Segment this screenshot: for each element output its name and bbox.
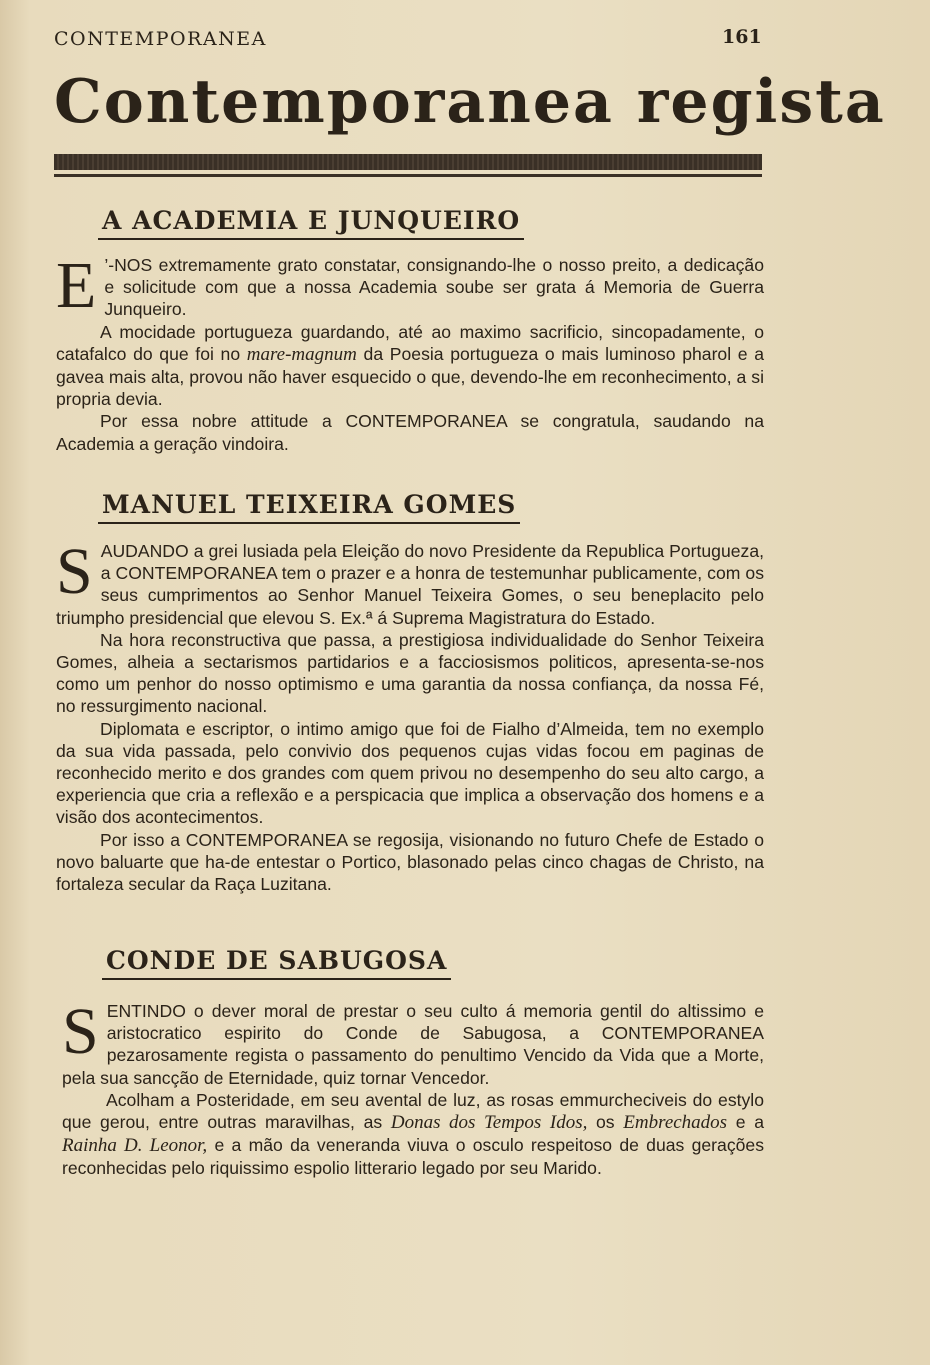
paragraph: E ’-NOS extremamente grato constatar, consignando-lhe o nosso preito, a dedicação e solicitude com que a nossa Academia soube ser grata á Memoria de Guerra Junqueiro. — [56, 249, 764, 322]
paragraph: Por isso a CONTEMPORANEA se regosija, visionando no futuro Chefe de Estado o novo baluarte que ha-de entestar o Portico, blasonado pelas cinco chagas de Christo, na fortaleza secular da Raça Luzitana. — [56, 829, 764, 895]
drop-cap: S — [56, 535, 93, 608]
paragraph: SENTINDO o dever moral de prestar o seu culto á memoria gentil do altissimo e aristocratico espirito do Conde de Sabugosa, a CONTEMPORANEA pezarosamente regista o passamento do penultimo Vencido da Vida que a Morte, pela sua sancção de Eternidade, quiz tornar Vencedor. — [62, 995, 764, 1088]
paragraph: A mocidade portugueza guardando, até ao maximo sacrificio, sincopadamente, o catafalco do que foi no mare-magnum da Poesia portugueza o mais luminoso pharol e a gavea mais alta, provou não haver esquecido o que, devendo-lhe em reconhecimento, a si propria devia. — [56, 321, 764, 410]
paragraph: Na hora reconstructiva que passa, a prestigiosa individualidade do Senhor Teixeira Gomes, alheia a sectarismos partidarios e a facciosismos politicos, apresenta-se-nos como um penhor do nosso optimismo e uma garantia da nossa confiança, da nossa Fé, no ressurgimento nacional. — [56, 629, 764, 717]
article-heading: MANUEL TEIXEIRA GOMES — [98, 490, 520, 524]
thick-rule — [54, 154, 762, 170]
paragraph: SAUDANDO a grei lusiada pela Eleição do novo Presidente da Republica Portugueza, a CONTEMPORANEA tem o prazer e a honra de testemunhar publicamente, com os seus cumprimentos ao Senhor Manuel Teixeira Gomes, o seu beneplacito pelo triumpho presidencial que elevou S. Ex.ª á Suprema Magistratura do Estado. — [56, 535, 764, 628]
article-body — [56, 535, 764, 895]
article-manuel-teixeira-gomes — [56, 490, 764, 895]
running-head: CONTEMPORANEA — [54, 28, 267, 50]
drop-cap: S — [62, 995, 99, 1068]
article-heading: CONDE DE SABUGOSA — [102, 946, 451, 980]
thin-rule — [54, 174, 762, 177]
article-body — [56, 995, 765, 1180]
drop-cap: E — [56, 249, 97, 322]
paragraph: Diplomata e escriptor, o intimo amigo que foi de Fialho d’Almeida, tem no exemplo da sua vida passada, pelo convivio dos pequenos cujas vidas focou em paginas de reconhecido merito e dos grandes com quem privou no desempenho do seu alto cargo, a experiencia que cria a reflexão e a perspicacia que implica a observação dos homens e a visão dos acontecimentos. — [56, 718, 764, 828]
section-masthead: Contemporanea regista — [54, 67, 886, 137]
article-academia-junqueiro — [56, 206, 764, 455]
paragraph: Acolham a Posteridade, em seu avental de luz, as rosas emmurcheciveis do estylo que gerou, entre outras maravilhas, as Donas dos Tempos Idos, os Embrechados e a Rainha D. Leonor, e a mão da veneranda viuva o osculo respeitoso de duas gerações reconhecidas pelo riquissimo espolio litterario legado por seu Marido. — [62, 1089, 765, 1179]
paragraph: Por essa nobre attitude a CONTEMPORANEA se congratula, saudando na Academia a geração vindoira. — [56, 411, 764, 454]
article-heading: A ACADEMIA E JUNQUEIRO — [98, 206, 524, 240]
page-number: 161 — [722, 26, 762, 48]
article-conde-de-sabugosa — [56, 946, 764, 1180]
article-body — [56, 249, 764, 455]
